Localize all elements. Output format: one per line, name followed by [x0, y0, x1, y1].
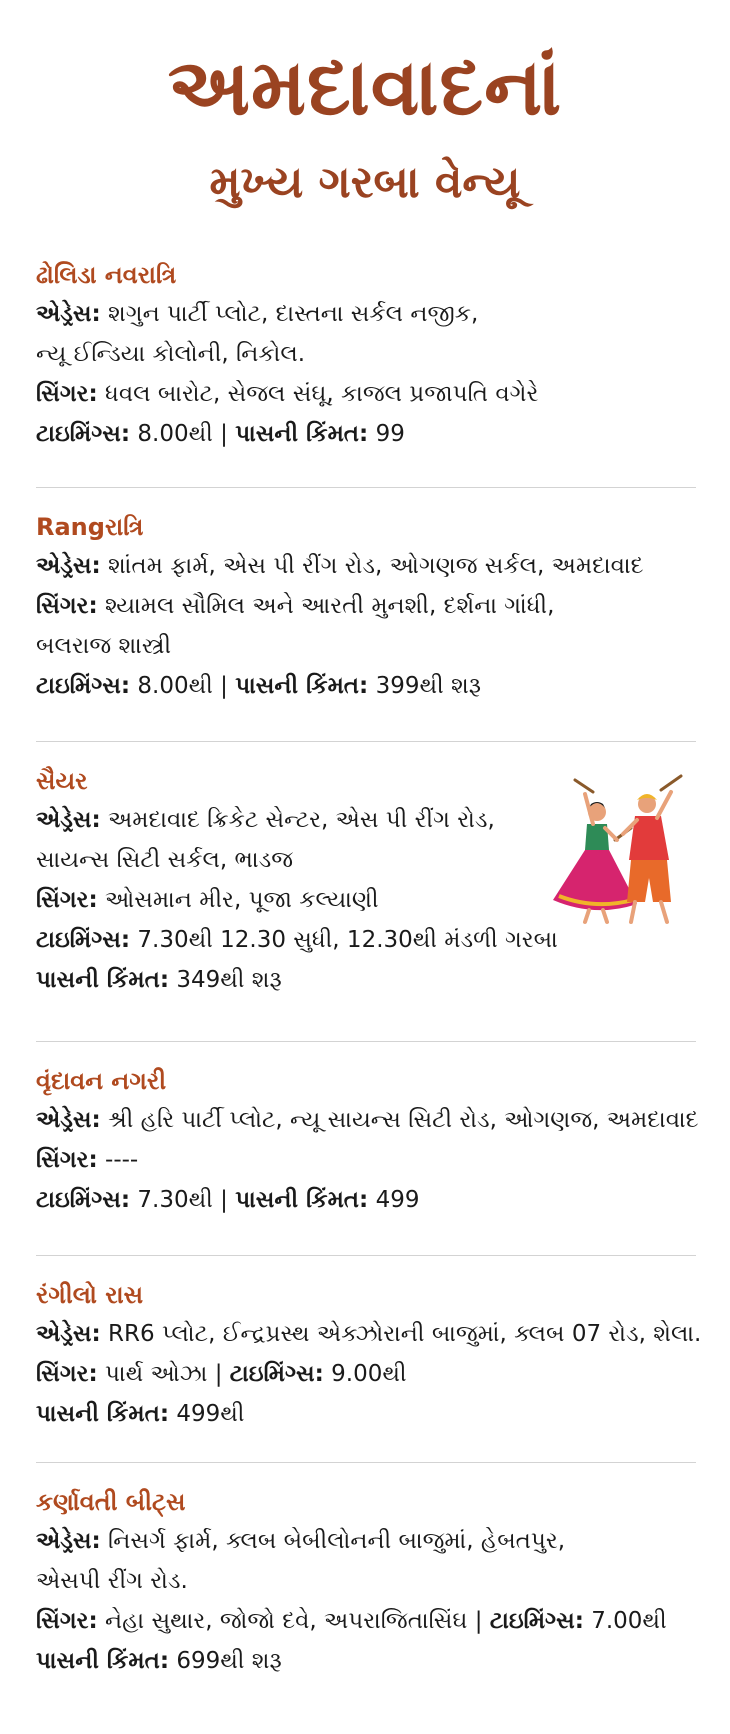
price-label: પાસની કિંમત: — [235, 421, 369, 447]
address-value: શ્રી હરિ પાર્ટી પ્લોટ, ન્યૂ સાયન્સ સિટી રોડ, ઓગણજ, અમદાવાદ — [108, 1107, 699, 1133]
divider: | — [207, 1361, 230, 1387]
venue-address — [36, 1100, 699, 1140]
singer-label: સિંગર: — [36, 593, 98, 619]
address-label: એડ્રેસ: — [36, 1107, 101, 1133]
price-label: પાસની કિંમત: — [36, 1401, 170, 1427]
page-title: અમદાવાદનાં — [167, 43, 563, 133]
venue-singer-timings — [36, 1354, 696, 1394]
venue-singer — [36, 1140, 696, 1180]
venue-timings-price — [36, 666, 696, 706]
venue-name: રંગીલો રાસ — [36, 1281, 144, 1309]
venue-card — [36, 1483, 696, 1681]
venue-card — [36, 256, 696, 454]
price-value: 499થી — [176, 1401, 245, 1427]
venue-name: સૈયર — [36, 767, 88, 795]
singer-value: શ્યામલ સૌમિલ અને આરતી મુનશી, દર્શના ગાંધી, — [105, 593, 555, 619]
address-label: એડ્રેસ: — [36, 553, 101, 579]
address-value: શાંતમ ફાર્મ, એસ પી રીંગ રોડ, ઓગણજ સર્કલ, અમદાવાદ — [108, 553, 644, 579]
dandiya-stick — [661, 776, 681, 790]
singer-value: નેહા સુથાર, જોજો દવે, અપરાજિતાસિંઘ — [105, 1608, 468, 1634]
female-leg — [585, 910, 589, 922]
female-leg — [603, 910, 607, 922]
timings-label: ટાઇમિંગ્સ: — [36, 1187, 131, 1213]
singer-label: સિંગર: — [36, 1608, 98, 1634]
timings-label: ટાઇમિંગ્સ: — [36, 421, 131, 447]
address-label: એડ્રેસ: — [36, 1528, 101, 1554]
divider-line — [36, 1041, 696, 1042]
timings-label: ટાઇમિંગ્સ: — [36, 673, 131, 699]
singer-value: પાર્થ ઓઝા — [105, 1361, 208, 1387]
venue-address-cont: સાયન્સ સિટી સર્કલ, ભાડજ — [36, 847, 293, 873]
venue-address-cont: ન્યૂ ઈન્ડિયા કોલોની, નિકોલ. — [36, 341, 306, 367]
timings-value: 7.30થી — [137, 1187, 213, 1213]
venue-address — [36, 546, 696, 586]
address-value: નિસર્ગ ફાર્મ, ક્લબ બેબીલોનની બાજુમાં, હેબતપુર, — [108, 1528, 566, 1554]
timings-value: 8.00થી — [137, 673, 213, 699]
page-subtitle: મુખ્ય ગરબા વેન્યૂ — [209, 157, 521, 208]
divider: | — [212, 673, 236, 699]
male-leg — [661, 902, 667, 922]
price-value: 399થી શરૂ — [375, 673, 481, 699]
address-value: RR6 પ્લોટ, ઈન્દ્રપ્રસ્થ એક્ઝોરાની બાજુમાં, ક્લબ 07 રોડ, શેલા. — [108, 1321, 702, 1347]
venue-price — [36, 1641, 696, 1681]
venue-timings-price — [36, 414, 696, 454]
price-value: 349થી શરૂ — [176, 967, 282, 993]
price-label: પાસની કિંમત: — [36, 1648, 170, 1674]
garba-dancers-icon — [545, 772, 695, 928]
address-value: અમદાવાદ ક્રિકેટ સેન્ટર, એસ પી રીંગ રોડ, — [108, 807, 495, 833]
timings-label: ટાઇમિંગ્સ: — [229, 1361, 324, 1387]
timings-label: ટાઇમિંગ્સ: — [489, 1608, 584, 1634]
timings-value: 7.30થી 12.30 સુધી, 12.30થી મંડળી ગરબા — [137, 927, 558, 953]
timings-value: 7.00થી — [591, 1608, 667, 1634]
timings-value: 8.00થી — [137, 421, 213, 447]
male-arm — [657, 792, 671, 818]
venue-address-cont: એસપી રીંગ રોડ. — [36, 1568, 188, 1594]
venue-card — [36, 1062, 699, 1220]
venue-address — [36, 1521, 696, 1561]
venue-card — [36, 508, 696, 706]
divider-line — [36, 1462, 696, 1463]
price-value: 499 — [375, 1187, 420, 1213]
address-value: શગુન પાર્ટી પ્લોટ, દાસ્તના સર્કલ નજીક, — [108, 301, 479, 327]
divider-line — [36, 487, 696, 488]
singer-value: ઓસમાન મીર, પૂજા કલ્યાણી — [105, 887, 379, 913]
venue-singer — [36, 586, 696, 626]
venue-name: Rangરાત્રિ — [36, 513, 144, 541]
price-label: પાસની કિંમત: — [36, 967, 170, 993]
divider: | — [467, 1608, 490, 1634]
price-label: પાસની કિંમત: — [235, 1187, 369, 1213]
venue-address — [36, 1314, 702, 1354]
singer-label: સિંગર: — [36, 381, 98, 407]
timings-value: 9.00થી — [331, 1361, 407, 1387]
price-label: પાસની કિંમત: — [235, 673, 369, 699]
singer-label: સિંગર: — [36, 1361, 98, 1387]
price-value: 699થી શરૂ — [176, 1648, 282, 1674]
male-dhoti — [627, 860, 671, 902]
price-value: 99 — [375, 421, 405, 447]
dandiya-stick — [575, 780, 593, 792]
venue-price — [36, 1394, 696, 1434]
singer-label: સિંગર: — [36, 1147, 98, 1173]
timings-label: ટાઇમિંગ્સ: — [36, 927, 131, 953]
venue-address — [36, 294, 696, 334]
venue-singer — [36, 374, 696, 414]
venue-timings-price — [36, 1180, 696, 1220]
venue-name: વૃંદાવન નગરી — [36, 1067, 167, 1095]
venue-name: કર્ણાવતી બીટ્સ — [36, 1488, 186, 1516]
singer-label: સિંગર: — [36, 887, 98, 913]
singer-value: ---- — [105, 1147, 139, 1173]
divider: | — [212, 1187, 236, 1213]
venue-singer-cont: બલરાજ શાસ્ત્રી — [36, 633, 172, 659]
venue-name: ઢોલિડા નવરાત્રિ — [36, 261, 177, 289]
address-label: એડ્રેસ: — [36, 301, 101, 327]
address-label: એડ્રેસ: — [36, 807, 101, 833]
divider: | — [212, 421, 236, 447]
venue-card — [36, 1276, 702, 1434]
venue-singer-timings — [36, 1601, 696, 1641]
divider-line — [36, 1255, 696, 1256]
divider-line — [36, 741, 696, 742]
venue-price — [36, 960, 696, 1000]
address-label: એડ્રેસ: — [36, 1321, 101, 1347]
singer-value: ધવલ બારોટ, સેજલ સંઘૂ, કાજલ પ્રજાપતિ વગેરે — [105, 381, 539, 407]
